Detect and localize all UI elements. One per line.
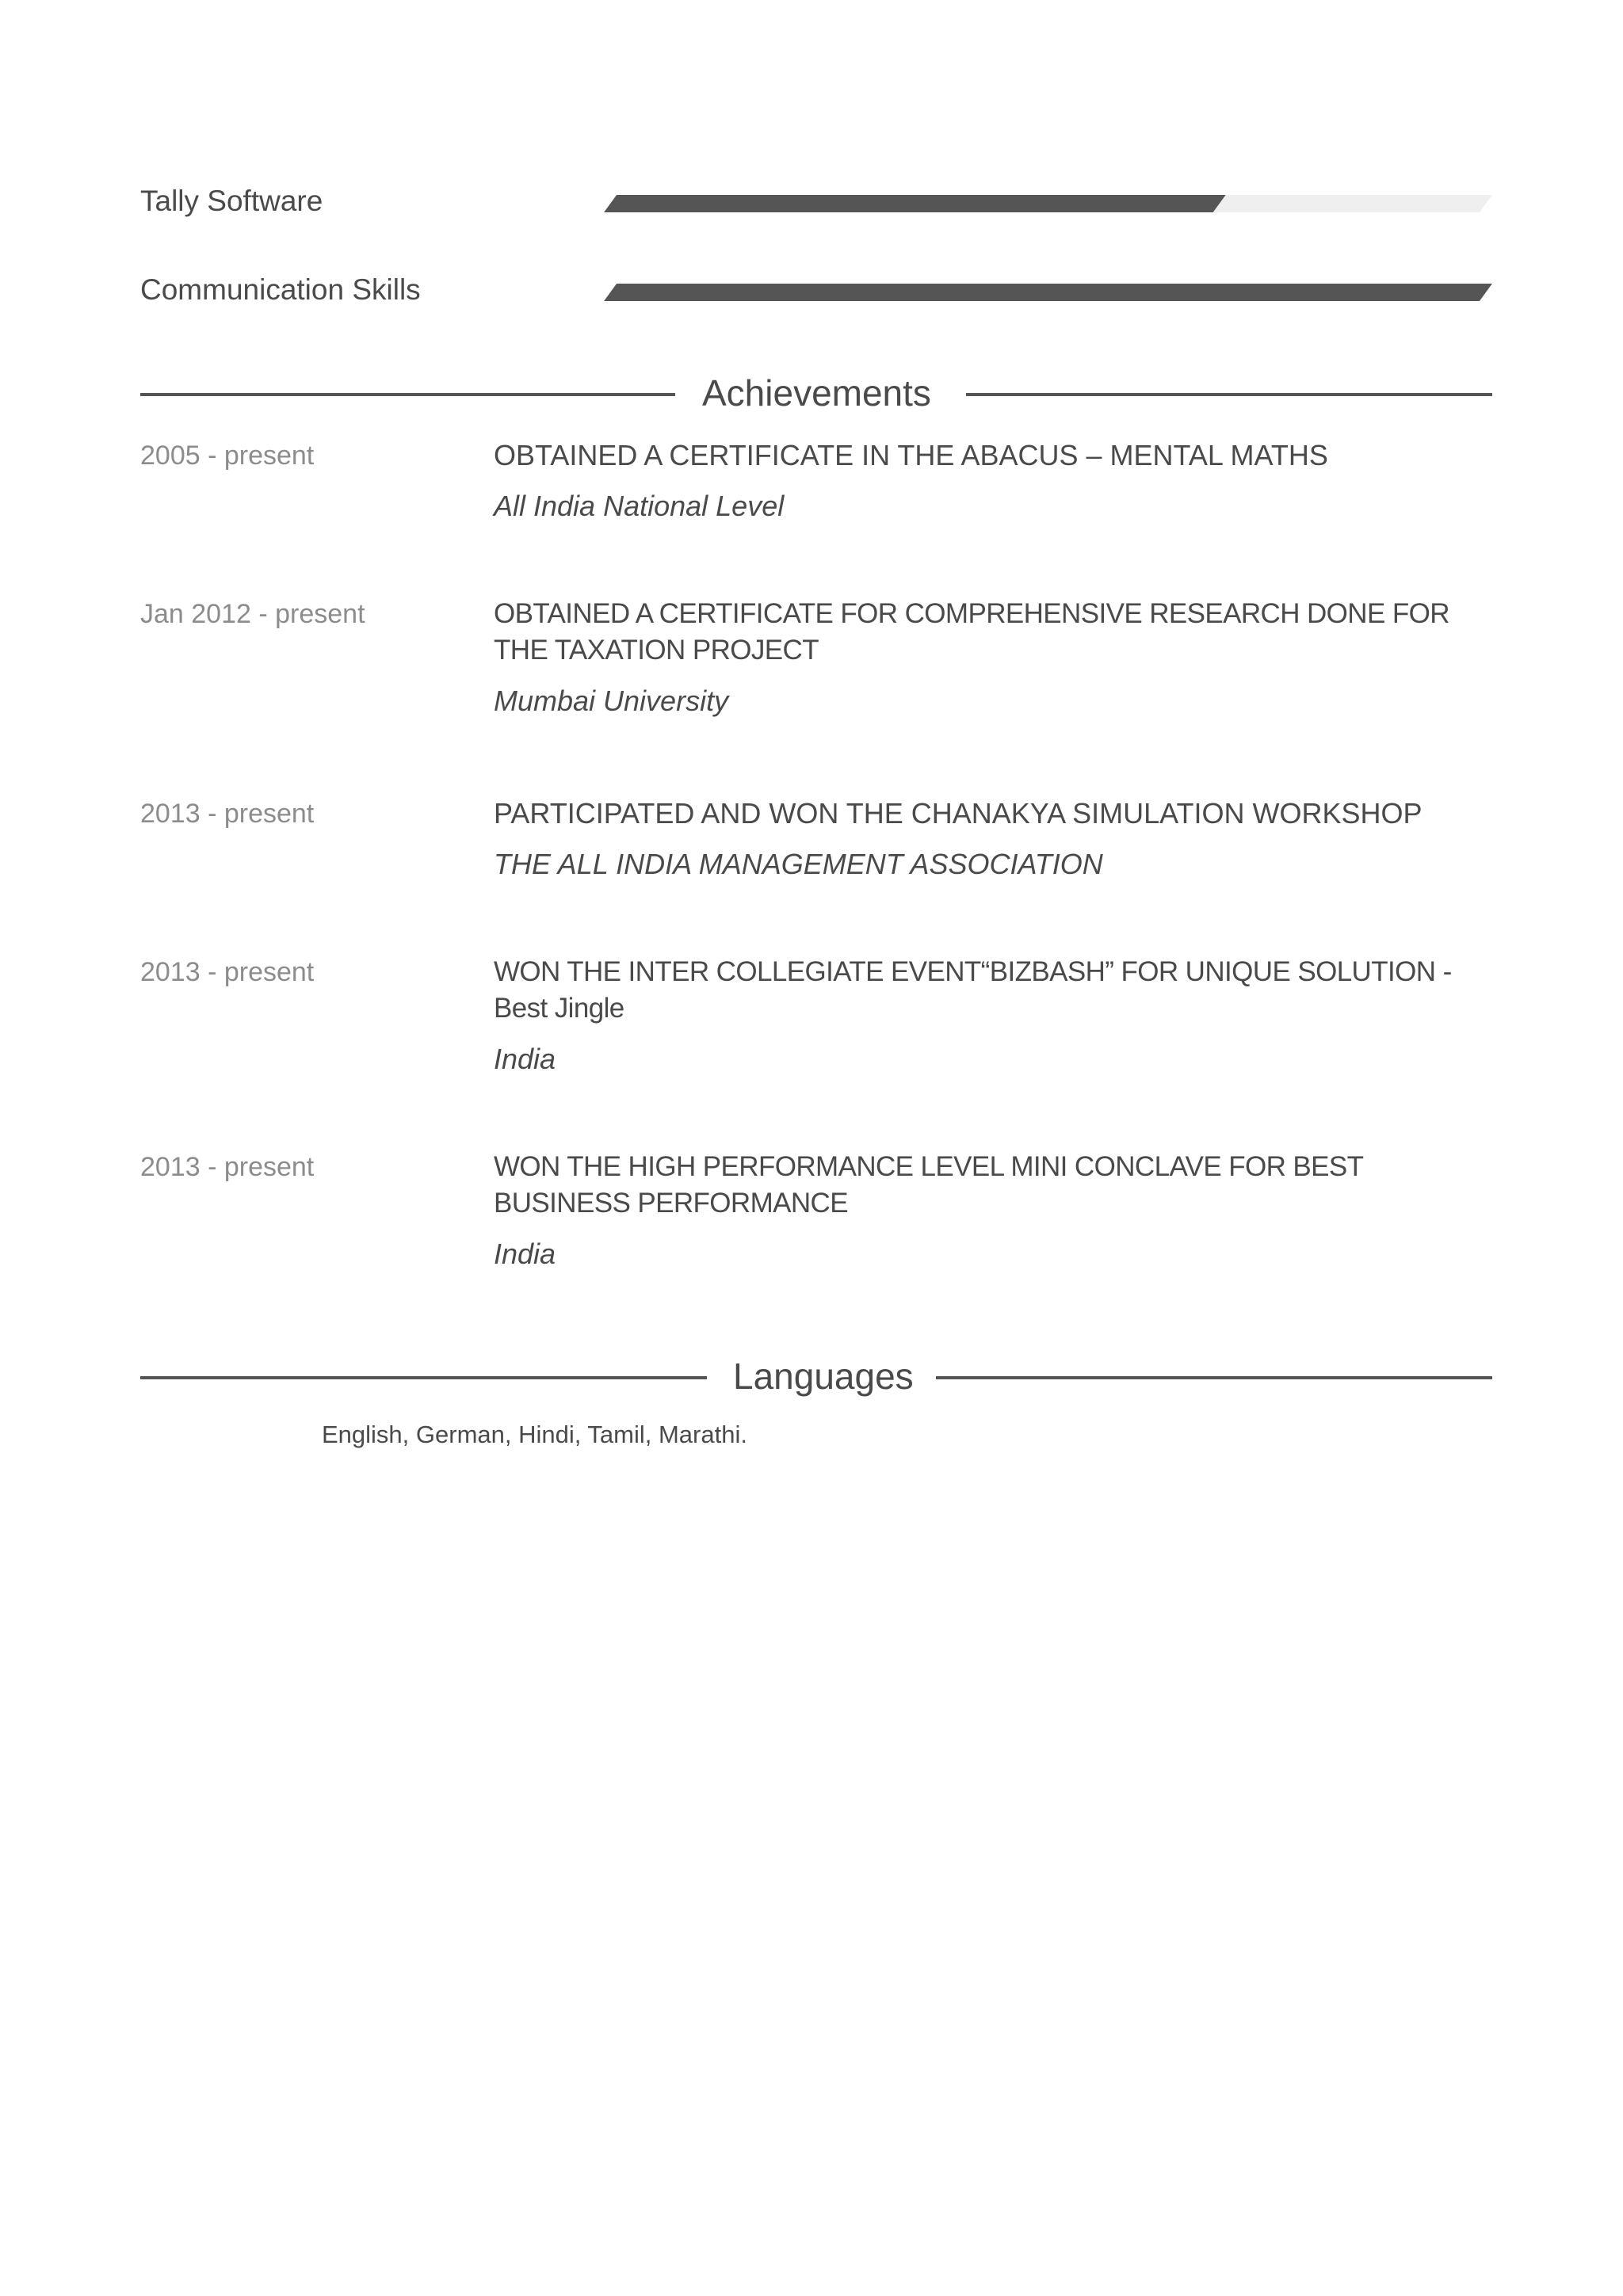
achievement-date: 2013 - present <box>140 799 315 829</box>
skill-level-bar <box>604 284 1492 301</box>
section-header-languages <box>140 1352 1492 1400</box>
achievement-organization: All India National Level <box>494 490 785 522</box>
section-header-achievements <box>140 369 1492 417</box>
achievement-organization: India <box>494 1238 556 1270</box>
achievement-body <box>494 795 1492 883</box>
achievement-title: WON THE HIGH PERFORMANCE LEVEL MINI CONCLAVE FOR BEST BUSINESS PERFORMANCE <box>494 1151 1363 1219</box>
achievement-date: 2005 - present <box>140 441 315 471</box>
skill-row-communication <box>140 273 1492 320</box>
achievement-body <box>494 1149 1492 1272</box>
achievement-title: OBTAINED A CERTIFICATE IN THE ABACUS – MENTAL MATHS <box>494 439 1328 471</box>
achievement-date: Jan 2012 - present <box>140 599 365 629</box>
section-rule-right <box>966 393 1492 396</box>
skill-level-bar <box>604 195 1492 212</box>
skill-level-fill <box>604 284 1492 301</box>
section-title: Languages <box>733 1356 914 1397</box>
achievement-date: 2013 - present <box>140 1152 315 1182</box>
achievement-body <box>494 437 1492 524</box>
achievement-organization: Mumbai University <box>494 685 729 717</box>
achievement-organization: India <box>494 1043 556 1075</box>
achievement-title: WON THE INTER COLLEGIATE EVENT“BIZBASH” FOR UNIQUE SOLUTION - Best Jingle <box>494 956 1452 1024</box>
languages-list: English, German, Hindi, Tamil, Marathi. <box>322 1421 747 1448</box>
skill-row-tally <box>140 184 1492 231</box>
skill-name: Communication Skills <box>140 273 421 306</box>
skill-level-fill <box>604 195 1226 212</box>
section-title: Achievements <box>702 372 931 414</box>
achievement-body <box>494 596 1492 719</box>
achievement-date: 2013 - present <box>140 957 315 987</box>
achievement-body <box>494 954 1492 1077</box>
achievement-title: OBTAINED A CERTIFICATE FOR COMPREHENSIVE RESEARCH DONE FOR THE TAXATION PROJECT <box>494 598 1449 666</box>
section-rule-left <box>140 393 675 396</box>
section-rule-left <box>140 1376 707 1379</box>
achievement-title: PARTICIPATED AND WON THE CHANAKYA SIMULATION WORKSHOP <box>494 797 1423 830</box>
skill-name: Tally Software <box>140 185 323 217</box>
section-rule-right <box>936 1376 1492 1379</box>
achievement-organization: THE ALL INDIA MANAGEMENT ASSOCIATION <box>494 848 1103 880</box>
